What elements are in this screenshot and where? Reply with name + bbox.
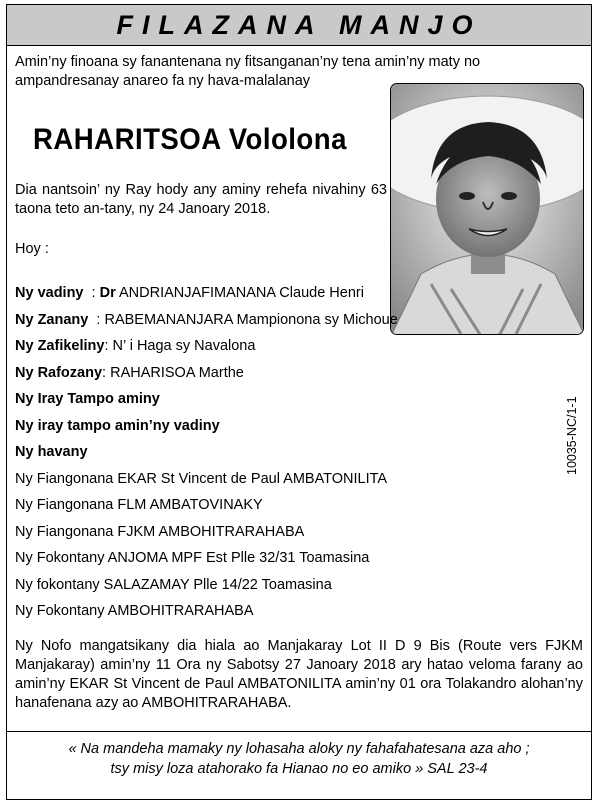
relative-label: Ny Rafozany — [15, 364, 103, 381]
list-item — [15, 285, 385, 312]
relative-sep: : — [83, 285, 100, 301]
relative-label: Ny Iray Tampo aminy — [15, 391, 160, 407]
reference-code: 10035-NC/1-1 — [565, 396, 579, 475]
quote-line-2: tsy misy loza atahorako fa Hianao no eo amiko » SAL 23-4 — [110, 761, 488, 777]
quote-line-1: « Na mandeha mamaky ny lohasaha aloky ny fahafahatesana aza aho ; — [68, 741, 530, 757]
list-item — [15, 365, 385, 392]
hoy-label: Hoy : — [15, 241, 49, 257]
announcement-text: Dia nantsoin’ ny Ray hody any aminy rehefa nivahiny 63 taona teto an-tany, ny 24 Janoary 2018. — [15, 182, 387, 217]
relatives-list — [15, 285, 398, 630]
relative-value: ANDRIANJAFIMANANA Claude Henri — [115, 285, 364, 301]
portrait-photo-icon — [390, 83, 584, 335]
relative-sep: : — [88, 311, 105, 328]
list-item — [15, 418, 385, 445]
list-item — [15, 338, 385, 365]
funeral-text: Ny Nofo mangatsikany dia hiala ao Manjakaray Lot II D 9 Bis (Route vers FJKM Manjakaray) amin’ny 11 Ora ny Sabotsy 27 Janoary 2018 ary hatao veloma farany ao amin’ny EKAR St Vincent de Paul AMBATONILITA amin’ny 01 ora Tolakandro alohan’ny hanafenana azy ao AMBOHITRARAHABA. — [15, 638, 583, 711]
obituary-frame — [6, 4, 592, 800]
deceased-name — [33, 123, 347, 157]
deceased-surname: RAHARITSOA — [33, 123, 221, 156]
relative-label: Ny vadiny — [15, 285, 84, 301]
list-item — [15, 444, 385, 471]
relative-title: Dr — [99, 285, 116, 301]
intro-text: Amin’ny finoana sy fanantenana ny fitsanganan’ny tena amin’ny maty no ampandresanay anareo fa ny hava-malalanay — [15, 54, 481, 89]
relative-label: Ny Zafikeliny — [15, 338, 105, 354]
deceased-given-name: Vololona — [228, 123, 347, 156]
list-item: Ny Fiangonana FLM AMBATOVINAKY — [15, 497, 263, 513]
list-item — [15, 311, 398, 339]
relative-sep: : — [102, 364, 111, 381]
list-item: Ny Fokontany ANJOMA MPF Est Plle 32/31 Toamasina — [15, 550, 370, 566]
relative-label: Ny havany — [15, 444, 88, 460]
portrait-illustration — [391, 84, 584, 335]
relative-label: Ny Zanany — [15, 311, 89, 328]
scripture-quote — [7, 739, 591, 779]
notice-header: FILAZANA MANJO — [7, 5, 591, 46]
list-item: Ny Fiangonana FJKM AMBOHITRARAHABA — [15, 523, 305, 540]
list-item: Ny Fiangonana EKAR St Vincent de Paul AMBATONILITA — [15, 470, 388, 487]
divider — [7, 731, 591, 732]
list-item — [15, 391, 385, 418]
relative-sep: : — [104, 338, 113, 354]
list-item: Ny Fokontany AMBOHITRARAHABA — [15, 603, 254, 619]
list-item: Ny fokontany SALAZAMAY Plle 14/22 Toamasina — [15, 576, 332, 593]
relative-label: Ny iray tampo amin’ny vadiny — [15, 417, 220, 434]
relative-value: N’ i Haga sy Navalona — [112, 338, 256, 354]
relative-value: RAHARISOA Marthe — [110, 364, 244, 381]
relative-value: RABEMANANJARA Mampionona sy Michoue — [104, 311, 398, 328]
